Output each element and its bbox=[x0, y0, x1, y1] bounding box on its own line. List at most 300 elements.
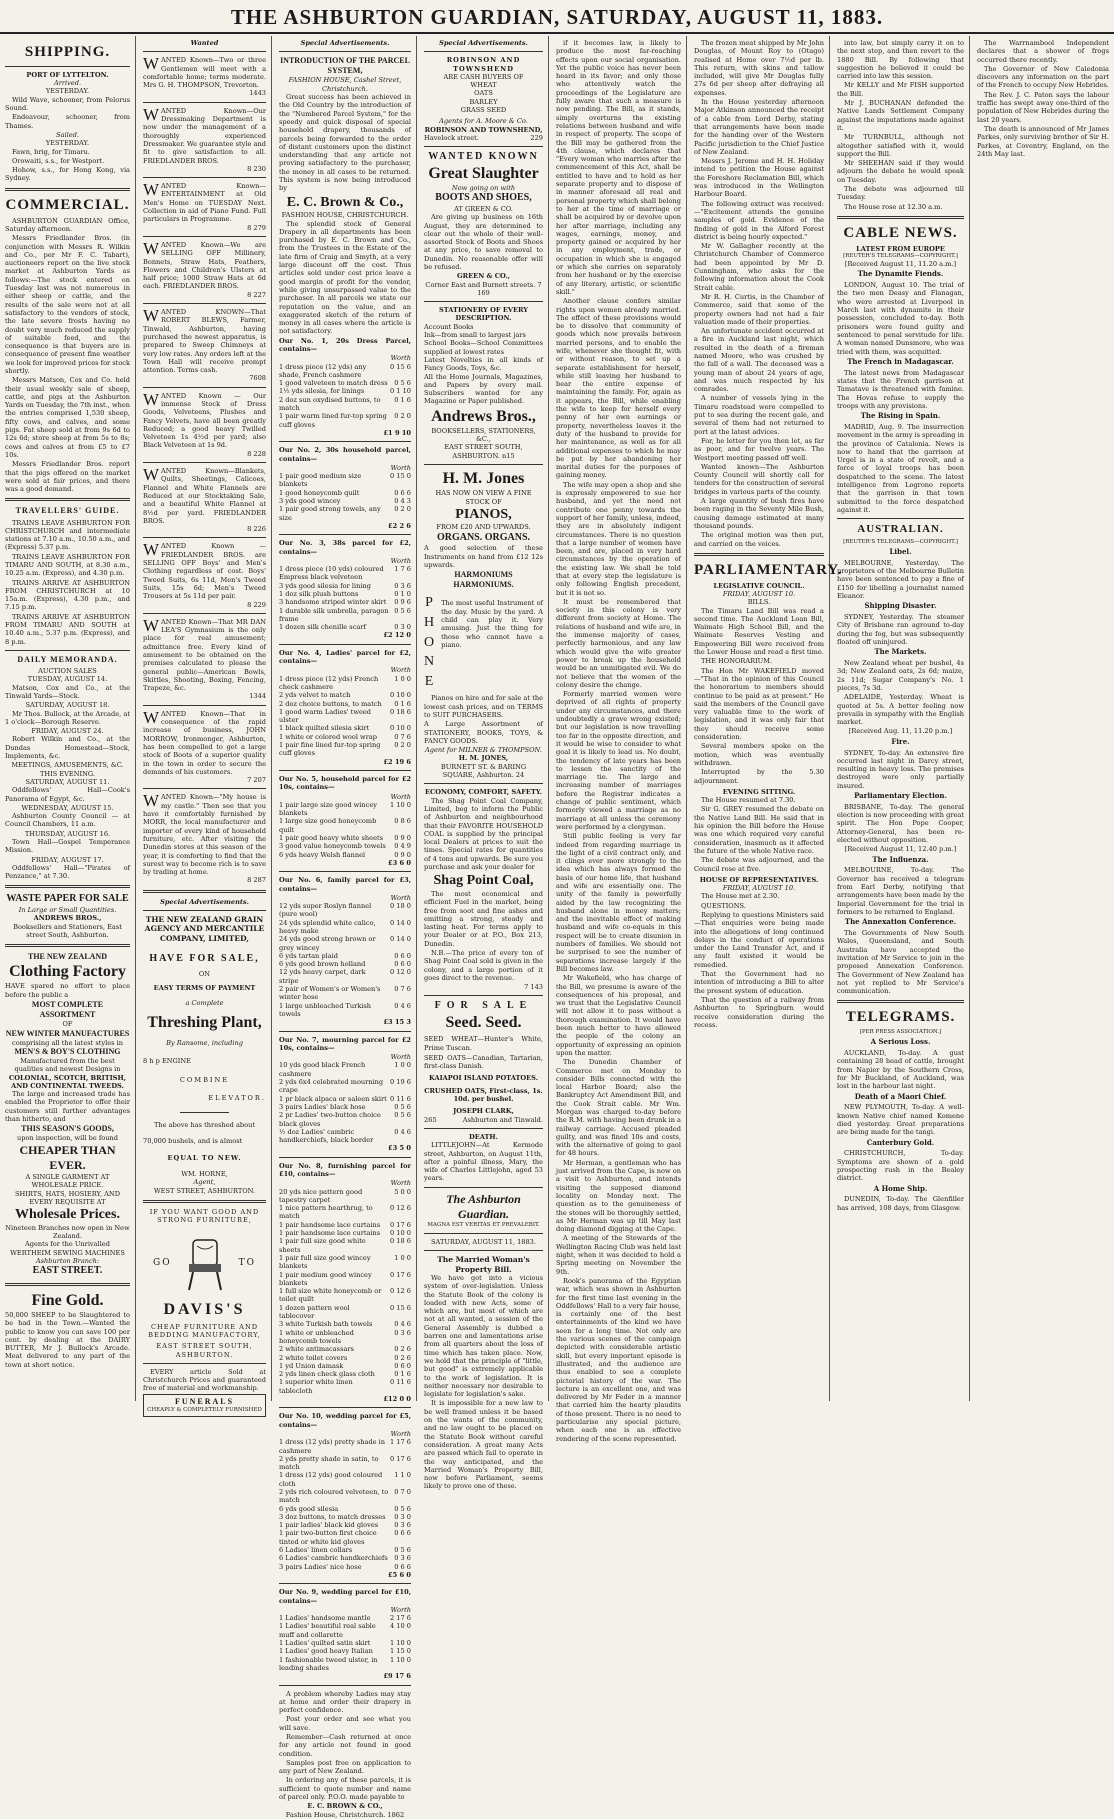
cf-line: Agents for the Unrivalled WERTHEIM SEWING MACHINES bbox=[10, 1240, 125, 1257]
divider bbox=[143, 462, 266, 463]
paragraph: The Timaru Land Bill was read a second time. The Auckland Loan Bill, Waimate High School Bill, and the Waimate Reserves Vesting and Empowering Bill were received from the Lower House and read a first time. bbox=[694, 606, 824, 657]
house-reps-heading: HOUSE OF REPRESENTATIVES. bbox=[699, 875, 819, 884]
special-heading: Special Advertisements. bbox=[439, 39, 528, 47]
paragraph: Formerly married women were deprived of all rights of property under any circumstances, and there undoubtedly a grave wrong existed; but our legislation is now travelling too far in the opposite direction, and it would be wise to consider to what goal it is likely to lead us. No doubt, the tendency of late years has been to lessen the sanctity of the marriage tie. The large and increasing number of marriages before the Registrar indicates a change of public sentiment, which formerly viewed a marriage as no marriage at all unless the ceremony were performed by a clergyman. bbox=[556, 690, 681, 831]
divider bbox=[5, 650, 130, 651]
paragraph: The debate was adjourned, and the Council rose at five. bbox=[694, 856, 824, 873]
worth-label: Worth bbox=[390, 666, 411, 675]
divider bbox=[143, 177, 266, 178]
elevator-text: ELEVATOR. bbox=[208, 1093, 266, 1102]
special-heading: Special Advertisements. bbox=[160, 897, 249, 906]
hm-jones-address: BURNETT ST. & BARING SQUARE, Ashburton. 24 bbox=[440, 762, 527, 780]
parcel-item-name: 1 pr black alpaca or saleen skirt bbox=[279, 1094, 387, 1103]
news-item: MADRID, Aug. 9. The insurrection movement in the army is spreading in the province of Catalonia. News is now to hand that the garrison at Urgel is in a state of revolt, and a force of loyal troops has been despatched to the scene. The latest intelligence from Logrono reports that the garrison in that town submitted to the force despatched against it. bbox=[837, 422, 964, 514]
parcel-item-name: 1 pair fine lined fur-top spring cuff gloves bbox=[279, 741, 381, 758]
guardian-motto: MAGNA EST VERITAS ET PREVALEBIT. bbox=[427, 1221, 540, 1228]
news-heading: Canterbury Gold. bbox=[866, 1137, 935, 1147]
hm-jones-signature: H. M. JONES, bbox=[458, 754, 509, 763]
news-item: MELBOURNE, To-day. The Governor has received a telegram from Earl Derby, notifying that arrangements have been made by the Imperial Government for the trial in formers to be returned to England. bbox=[837, 866, 964, 916]
parcel-item-name: 1 pair handsome lace curtains bbox=[279, 1220, 381, 1229]
paragraph: The House resumed at 7.30. bbox=[701, 796, 796, 805]
drop-initial: W bbox=[143, 54, 160, 74]
parcel-item-price: 0 1 6 bbox=[394, 699, 411, 708]
wanted-heading: Wanted bbox=[190, 39, 219, 47]
newspaper-title: THE ASHBURTON GUARDIAN, SATURDAY, AUGUST 11, 1883. bbox=[230, 5, 884, 29]
parcel-item bbox=[279, 1103, 411, 1111]
stationery-title: STATIONERY OF EVERY DESCRIPTION. bbox=[438, 306, 528, 323]
column-4 bbox=[419, 36, 549, 1491]
parcel-item-price: 0 5 6 bbox=[394, 606, 411, 615]
memo-line: Mr Thos. Bullock, at the Arcade, at 1 o'clock—Borough Reserve. bbox=[5, 709, 130, 726]
parcel-item-name: 6 yds good silesia bbox=[279, 1504, 339, 1513]
parcel-total: £5 6 0 bbox=[388, 1570, 411, 1579]
parcel-item-name: 24 yds splendid white calico, heavy make bbox=[279, 918, 376, 935]
robinson-title: ROBINSON AND TOWNSHEND bbox=[446, 56, 521, 73]
leader-para: We have got into a vicious system of over-legislation. Unless the Statute Book of the colony is loaded with new Acts, some of which are, but most of which are not at all wanted, a session of the General Assembly is dubbed a barren one and lamentations arise from all quarters about the loss of time which has taken place. Now, we hold that the principle of "little, but good" is extremely applicable to the work of legislation. It is neither necessary nor desirable to legislate for legislation's sake. bbox=[424, 1274, 543, 1399]
parcel-note: Remember—Cash returned at once for any article not found in good condition. bbox=[279, 1733, 411, 1758]
wanted-ad-text: ANTED Known—That in consequence of the rapid increase of business, JOHN MORROW, Ironmonger, Ashburton, has been compelled to get a large stock of Boots of a superior quality in the town in order to secure the demands of his customers. bbox=[143, 709, 266, 776]
parcel-item-price: 1 10 0 bbox=[390, 1639, 411, 1648]
parcel-note: In ordering any of these parcels, it is sufficient to quote number and name of parcel only. P.O.O. made payable to bbox=[279, 1776, 411, 1802]
shipping-heading: SHIPPING. bbox=[24, 44, 111, 60]
paragraph: Rook's panorama of the Egyptian war, which was shown in Ashburton for the first time last evening in the Oddfellows' Hall to a very fair house, is certainly one of the best entertainments of the kind we have seen for a long time. Not only are the various scenes of the campaign depicted with considerable artistic skill, but every important episode is illustrated, and the audience are thus enabled to see a complete pictorial history of the war. The lecture is an excellent one, and was delivered by Mr Feder in a manner that carried him the hearty plaudits of those present. There is no need to particularise any special picture, when each one is an effective rendering of the scene represented. bbox=[556, 1276, 681, 1443]
divider bbox=[424, 301, 543, 302]
parcel-item-name: 1 good warm Ladies' tweed ulster bbox=[279, 707, 371, 725]
parcel-heading: Our No. 1, 20s Dress Parcel, contains— bbox=[279, 336, 411, 353]
andrews-sub: BOOKSELLERS, STATIONERS, &C., bbox=[431, 426, 536, 444]
parcel-item-price: 0 9 6 bbox=[394, 598, 411, 607]
parcel-heading: Our No. 2, 30s household parcel, contains— bbox=[279, 446, 411, 463]
for-sale-title: FOR SALE bbox=[434, 1000, 533, 1012]
telegrams-sub: [PER PRESS ASSOCIATION.] bbox=[859, 1029, 942, 1036]
great-slaughter-sub: Now going on with bbox=[451, 184, 516, 193]
divider bbox=[143, 910, 266, 911]
divider bbox=[837, 518, 964, 519]
memo-line: MEETINGS, AMUSEMENTS, &C. bbox=[11, 761, 124, 770]
parcel-item-price: 1 0 0 bbox=[394, 1061, 411, 1070]
wanted-ad-number: 8 230 bbox=[247, 164, 266, 173]
parcel-item bbox=[279, 968, 411, 985]
parcel-item-name: 1 pair medium good wincey blankets bbox=[279, 1270, 372, 1287]
news-heading: The Influenza. bbox=[872, 854, 929, 864]
parcel-item-name: 1 dress (12 yds) good coloured cloth bbox=[279, 1471, 383, 1488]
parcel-item bbox=[279, 1354, 411, 1362]
complete-text: a Complete bbox=[185, 998, 224, 1007]
parcel-item-name: 2 yds velvet to match bbox=[279, 691, 351, 700]
parcel-item-price: 1 1 0 bbox=[394, 1471, 411, 1480]
worth-label: Worth bbox=[390, 893, 411, 902]
guardian-nameplate: The Ashburton Guardian. bbox=[446, 1191, 521, 1221]
parcel-item-name: 2 yds rich coloured velveteen, to match bbox=[279, 1487, 389, 1505]
equal-new: EQUAL TO NEW. bbox=[167, 1153, 242, 1162]
parcel-item bbox=[279, 1128, 411, 1145]
parcel-item-price: 0 15 0 bbox=[390, 472, 411, 481]
paragraph: Wanted known—The Ashburton County Council will shortly call for tenders for the construction of several bridges in various parts of the county. bbox=[694, 462, 824, 496]
paragraph: The death is announced of Mr James Parkes, only surviving brother of Sir H. Parkes, at Coventry, England, on the 24th May last. bbox=[977, 124, 1109, 158]
shipping-line: Hohow, s.s., for Hong Kong, via Sydney. bbox=[5, 166, 130, 183]
wanted-ad-text: ANTED KNOWN—That ROBERT BLEWS, Farmer, Tinwald, Ashburton, having purchased the newest apparatus, is prepared to Sweep Chimneys at very low rates. Any orders left at the Town Hall will receive prompt attention. Terms cash. bbox=[143, 308, 267, 375]
parcel-heading: Our No. 5, household parcel for £2 10s, contains— bbox=[279, 774, 411, 792]
divider bbox=[143, 102, 266, 103]
news-heading: The Rising in Spain. bbox=[860, 411, 941, 421]
parcel-item-name: 1 durable silk umbrella, paragon frame bbox=[279, 606, 389, 623]
parcel-item-name: 1 pair good medium size blankets bbox=[279, 472, 362, 489]
commercial-heading: COMMERCIAL. bbox=[5, 196, 130, 213]
parcel-item bbox=[279, 842, 411, 850]
divider bbox=[5, 188, 130, 191]
economy-title: ECONOMY, COMFORT, SAFETY. bbox=[424, 788, 543, 797]
column-1 bbox=[0, 36, 136, 1401]
paragraph: The Hon Mr WAKEFIELD moved—"That in the opinion of this Council the honorarium to members should continue to be paid as at present." He said the members of the Council gave very valuable time to the work of legislation, and it was only fair that they should receive some consideration. bbox=[694, 666, 824, 742]
ec-brown-signature: E. C. BROWN & CO., bbox=[307, 1802, 383, 1811]
news-item: LONDON, August 10. The trial of the two men Deasy and Flanagan, who were arrested at Liverpool in March last with dynamite in their possession, concluded to-day. Both prisoners were found guilty and sentenced to penal servitude for life. A woman named Dunsmore, who was tried with them, was acquitted. bbox=[837, 281, 964, 356]
parcel-item-price: 2 17 6 bbox=[390, 1614, 411, 1623]
paragraph: Another clause confers similar rights upon women already married. The effect of these provisions would be to dissolve that community of goods which now prevails between married persons, and to enable the wife, whenever she thought fit, with or without reason, to set up a separate establishment for herself, while still leaving her husband to bear the entire expense of maintaining the family. For, again as it appears, the Bill, while enabling the wife to keep for herself every penny of her own earnings or property, nevertheless leaves it the duty of the husband to provide for her maintenance, as well as for all additional expenses to which he may be put by her abandoning her marital duties for the purposes of gaining money. bbox=[556, 297, 681, 480]
seed-line: CRUSHED OATS, First-class, 1s. 10d. per bushel. bbox=[424, 1086, 543, 1104]
parcel-heading: Our No. 10, wedding parcel for £5, contains— bbox=[279, 1412, 411, 1429]
worth-label: Worth bbox=[390, 463, 411, 472]
commercial-para: Messrs Matson, Cox and Co. held their usual weekly sale of sheep, cattle, and pigs at the Ashburton Yards on Tuesday, the 7th inst., when the entries comprised 1,530 sheep, fifty cows, and calves, and some pigs. Fat sheep sold at from 9s 6d to 12s 6d; store sheep at from 5s to 8s; cows and calves at from £5 to £7 10s. bbox=[5, 376, 130, 459]
parcel-system-body: Great success has been achieved in the Old Country by the introduction of the "Numbered Parcel System," for the speedy and quick disposal of special household drapery, thousands of parcels being forwarded to the order of distant customers upon the distinct understanding that any article not proving satisfactory to the purchaser, the money in all cases to be returned. This system is now being introduced by bbox=[279, 93, 411, 193]
shipping-line: Wild Wave, schooner, from Pelorus Sound. bbox=[5, 95, 130, 113]
guardian-date: SATURDAY, AUGUST 11, 1883. bbox=[431, 1237, 536, 1246]
parcel-item-price: 0 6 0 bbox=[394, 951, 411, 960]
parcel-total: £2 2 6 bbox=[388, 521, 411, 530]
threshing-plant-title: Threshing Plant, bbox=[147, 1013, 262, 1031]
parcel-item-price: 1 10 0 bbox=[390, 800, 411, 809]
parcel-item bbox=[279, 1345, 411, 1353]
memo-line: AUCTION SALES bbox=[38, 667, 97, 676]
news-item: SYDNEY, To-day. An extensive fire occurred last night in Darcy street, resulting in heavy loss. The premises destroyed were only partially insured. bbox=[837, 748, 964, 790]
parcel-item bbox=[279, 607, 411, 624]
parcel-item-price: 0 17 6 bbox=[390, 1270, 411, 1279]
parcel-item-price: 1 0 0 bbox=[394, 1253, 411, 1262]
parcel-item bbox=[279, 1488, 411, 1505]
robinson-signature: ROBINSON AND TOWNSHEND, bbox=[424, 125, 543, 134]
parcel-note: Samples post free on application to any part of New Zealand. bbox=[279, 1758, 411, 1776]
parcel-item-price: 0 10 0 bbox=[390, 691, 411, 700]
debate-continuation bbox=[837, 39, 964, 211]
memo-line: TUESDAY, AUGUST 14. bbox=[27, 675, 108, 684]
parcel-item-price: 0 15 6 bbox=[390, 1303, 411, 1312]
parcel-item bbox=[279, 1614, 411, 1622]
parcel-item bbox=[279, 1505, 411, 1513]
parcel-item bbox=[279, 1370, 411, 1378]
divider bbox=[424, 783, 543, 784]
cf-line: HAVE spared no effort to place before the public a bbox=[5, 982, 130, 999]
parcel-item bbox=[279, 700, 411, 708]
parcel-item bbox=[279, 691, 411, 699]
lc-date: FRIDAY, AUGUST 10. bbox=[722, 590, 796, 598]
phone-stack bbox=[424, 593, 437, 691]
parcel-item bbox=[279, 1095, 411, 1103]
shipping-line: Arrived. bbox=[53, 79, 82, 88]
parcel-item-price: 0 6 6 bbox=[394, 488, 411, 497]
paragraph: The original motion was then put, and carried on the voices. bbox=[694, 531, 824, 548]
cf-line: Nineteen Branches now open in New Zealand. bbox=[5, 1223, 130, 1241]
parcel-item-name: 3 white Turkish bath towels bbox=[279, 1320, 373, 1329]
parcel-item-name: 3 yds good wincey bbox=[279, 497, 341, 506]
parcel-item bbox=[279, 708, 411, 725]
parcel-item bbox=[279, 985, 411, 1002]
seed-line: SEED WHEAT—Hunter's White, Prime Tuscan. bbox=[424, 1035, 543, 1052]
drop-initial: W bbox=[143, 615, 160, 635]
parcel-item bbox=[279, 952, 411, 960]
column-7 bbox=[832, 36, 970, 1401]
parcel-item-name: 1 nice pattern hearthrug, to match bbox=[279, 1204, 373, 1221]
robinson-line: GRASS SEED bbox=[460, 106, 507, 115]
parcel-list bbox=[279, 337, 411, 1686]
divider bbox=[837, 1000, 964, 1003]
parcel-item bbox=[279, 1078, 411, 1095]
news-item: MELBOURNE, Yesterday. The proprietors of the Melbourne Bulletin have been sentenced to pay a fine of £150 for libelling a journalist named Eleanor. bbox=[837, 558, 964, 600]
parcel-total: £2 12 0 bbox=[383, 631, 411, 640]
parcel-system-title: INTRODUCTION OF THE PARCEL SYSTEM, bbox=[280, 56, 410, 76]
paragraph: Mr Wakefield, who has charge of the Bill, we presume is aware of the consequences of his proposal, and we trust that the Legislative Council will not allow it to pass without a thorough examination. It would have been much better to have allowed the people of the colony an opportunity of expressing an opinion upon the matter. bbox=[556, 974, 681, 1057]
waste-paper-heading: WASTE PAPER FOR SALE bbox=[6, 893, 129, 905]
paragraph: Mr SHEEHAN said if they would adjourn the debate he would speak on Tuesday. bbox=[837, 159, 964, 184]
drop-initial: W bbox=[143, 238, 160, 258]
waste-paper-sub: In Large or Small Quantities. bbox=[18, 906, 117, 915]
cf-line: MEN'S & BOY'S CLOTHING bbox=[14, 1046, 121, 1056]
paragraph: Mr W. Gallagher recently at the Christchurch Chamber of Commerce had been appointed by Mr D. Cunningham, who asks for the following information about the Cook Strait cable. bbox=[694, 242, 824, 292]
column-3 bbox=[274, 36, 417, 1819]
parcel-item bbox=[279, 1546, 411, 1554]
parcel-total: £12 0 0 bbox=[383, 1395, 411, 1404]
parcel-item bbox=[279, 1204, 411, 1221]
parcel-item bbox=[279, 489, 411, 497]
news-item: AUCKLAND, To-day. A gust containing 28 head of cattle, brought from Napier by the Southern Cross, for Mr Buckland, of Auckland, was lost in the harbour last night. bbox=[837, 1049, 964, 1091]
divider bbox=[143, 788, 266, 789]
column-6 bbox=[689, 36, 843, 1401]
andrews-title: Andrews Bros., bbox=[431, 407, 536, 425]
parcel-total: £1 9 10 bbox=[383, 428, 411, 437]
shipping-line: Sailed. bbox=[56, 130, 79, 139]
wanted-ad-number: 8 229 bbox=[247, 600, 266, 609]
joseph-clark-address: Ashburton and Tinwald. bbox=[462, 1115, 543, 1124]
wanted-ad bbox=[143, 615, 266, 701]
news-item: ADELAIDE, Yesterday. Wheat is quoted at 5s. A better feeling now prevails in sympathy with the English market. bbox=[837, 693, 964, 727]
divider bbox=[694, 553, 824, 556]
wanted-ad bbox=[143, 182, 266, 232]
go-to-row bbox=[143, 1228, 266, 1300]
seed-title: Seed. Seed. bbox=[445, 1014, 522, 1032]
divider bbox=[279, 51, 411, 52]
news-heading: The French in Madagascar. bbox=[847, 356, 954, 366]
bushels-text: 70,000 bushels, and is almost bbox=[143, 1137, 243, 1146]
parcel-item-name: 1 pair warm lined fur-top spring cuff gloves bbox=[279, 412, 387, 429]
davis-address: EAST STREET SOUTH, ASHBURTON. bbox=[156, 1342, 253, 1359]
divider bbox=[143, 537, 266, 538]
divider bbox=[424, 1250, 543, 1251]
news-heading: Libel. bbox=[889, 546, 912, 556]
cf-line: EAST STREET. bbox=[32, 1265, 103, 1277]
australian-heading: AUSTRALIAN. bbox=[857, 523, 944, 536]
divider bbox=[424, 464, 543, 465]
divider bbox=[279, 770, 411, 771]
wanted-ad-number: 8 226 bbox=[247, 525, 266, 534]
lc-sub: BILLS. bbox=[747, 598, 771, 607]
divider bbox=[5, 885, 130, 888]
news-item: SYDNEY, Yesterday. The steamer City of Brisbane ran aground to-day during the fog, but was subsequently floated off uninjured. bbox=[837, 613, 964, 646]
paragraph: The following extract was received:—"Excitement attends the genuine samples of gold. Evidence of the finding of gold in the Alford Forest district is being hourly expected." bbox=[694, 199, 824, 241]
parcel-item-name: 3 doz buttons, to match dresses bbox=[279, 1512, 386, 1521]
ec-brown-sub: FASHION HOUSE, CHRISTCHURCH. bbox=[281, 211, 409, 220]
parcel-item-price: 0 4 6 bbox=[394, 1127, 411, 1136]
worth-label: Worth bbox=[390, 556, 411, 565]
parcel-item-name: 1 pair ladies' black kid gloves bbox=[279, 1521, 379, 1530]
paragraph: Several members spoke on the motion, which was eventually withdrawn. bbox=[694, 742, 824, 767]
parcel-item-price: 0 18 6 bbox=[390, 707, 411, 716]
parcel-item bbox=[279, 598, 411, 606]
divider bbox=[5, 944, 130, 947]
parcel-item bbox=[279, 1647, 411, 1655]
parcel-item-price: 0 1 6 bbox=[394, 395, 411, 404]
wanted-ad bbox=[143, 707, 266, 785]
parcel-item-name: 2 doz sun oxydised buttons, to match bbox=[279, 395, 381, 413]
paragraph: if it becomes law, is likely to produce the most far-reaching effects upon our social organisation. Yet the public voice has never been heard in its favor; and only those who attentively watch the proceedings of the Legislature are fully aware that such a measure is now pending. The Bill, as it stands, simply overturns the existing relations between husband and wife in respect of property. The scope of the Bill may be gathered from the 4th clause, which declares that "Every woman who marries after the commencement of this Act, shall be entitled to have and to hold as her separate property and to dispose of in manner aforesaid all real and personal property which shall belong to her at the time of marriage or shall be acquired by or devolve upon her after marriage, including any wages, earnings, money, and property gained or acquired by her in any employment, trade, or occupation in which she is engaged or which she carries on separately from her husband or by the exercise of any literary, artistic, or scientific skill." bbox=[556, 39, 681, 296]
cf-line: THIS SEASON'S GOODS, bbox=[21, 1124, 114, 1134]
wanted-ad-number: 7608 bbox=[249, 374, 266, 383]
parcel-item-name: 6 yds good brown holland bbox=[279, 960, 366, 969]
ec-brown-body: The splendid stock of General Drapery in all departments has been purchased by E. C. Brown and Co., from the Trustees in the Estate of the late firm of Craig and Smyth, at a very large discount off the cost. Thus articles sold under cost price leave a good margin of profit for the vendor, while giving unsurpassed value to the purchaser. In all parcels we state our reputation on the value, and an exaggerated sketch of the return of money in all cases where the article is not satisfactory. bbox=[279, 219, 411, 336]
port-heading: PORT OF LYTTELTON. bbox=[26, 70, 109, 79]
robinson-line: ARE CASH BUYERS OF bbox=[443, 72, 524, 81]
robinson-line: WHEAT bbox=[470, 81, 497, 90]
wanted-ad-number: 1344 bbox=[249, 692, 266, 701]
joseph-clark-row bbox=[424, 1116, 543, 1124]
memo-line: THIS EVENING. bbox=[39, 769, 96, 778]
cable-news-heading: CABLE NEWS. bbox=[843, 224, 958, 241]
shipping-line: Endeavour, schooner, from Thames. bbox=[5, 113, 130, 130]
memo-line: SATURDAY, AUGUST 11. bbox=[25, 777, 110, 786]
drop-initial: W bbox=[143, 707, 160, 727]
parcel-item-price: 0 2 0 bbox=[394, 505, 411, 514]
green-address: Corner East and Burnett streets. 7 169 bbox=[425, 280, 542, 297]
waste-paper-address: Booksellers and Stationers, East street South, Ashburton. bbox=[13, 922, 122, 939]
parcel-item-name: 2 white toilet covers bbox=[279, 1353, 348, 1362]
cf-line: OF bbox=[62, 1020, 73, 1029]
paragraph: A large quantity of bush fires have been raging in the Seventy Mile Bush, causing damage estimated at many thousand pounds. bbox=[694, 497, 824, 530]
parcel-item bbox=[279, 1563, 411, 1571]
news-item: DUNEDIN, To-day. The Glenfiller has arrived, 108 days, from Glasgow. bbox=[837, 1195, 964, 1212]
wanted-ad-number: 8 228 bbox=[247, 449, 266, 458]
parcel-item-price: 0 2 6 bbox=[394, 1345, 411, 1354]
parcel-item-name: 1 superior white linen tablecloth bbox=[279, 1378, 353, 1395]
parcel-item-name: 1 good valveteen to match dress bbox=[279, 379, 388, 388]
parcel-item-name: 2 white antimacassars bbox=[279, 1345, 354, 1354]
parcel-system-sub: FASHION HOUSE, Cashel Street, Christchurch. bbox=[288, 76, 402, 93]
parcel-item-price: 4 10 0 bbox=[390, 1622, 411, 1631]
parcel-item-price: 0 11 6 bbox=[390, 1378, 411, 1387]
parcel-total: £3 6 0 bbox=[388, 858, 411, 867]
parcel-item-price: 0 1 10 bbox=[390, 387, 411, 396]
parcel-item-name: 1 dozen silk chenille scarf bbox=[279, 623, 366, 632]
parcel-item-name: 1 yd Union damask bbox=[279, 1361, 344, 1370]
parcel-item-price: 0 2 0 bbox=[394, 412, 411, 421]
divider bbox=[424, 995, 543, 996]
parcel-item-name: 1 large unbleached Turkish towels bbox=[279, 1001, 372, 1018]
parcel-item-price: 0 12 0 bbox=[390, 968, 411, 977]
parcel-item bbox=[279, 1329, 411, 1346]
parcel-item-name: 1 dress piece (12 yds) any shade, French cashmere bbox=[279, 362, 367, 379]
divider bbox=[279, 441, 411, 442]
parcel-item-name: 1 pair handsome lace curtains bbox=[279, 1229, 381, 1238]
parcel-total: £2 19 6 bbox=[383, 757, 411, 766]
wanted-ad-text: ANTED Known — FRIEDLANDER BROS. are SELLING OFF Boys' and Men's Clothing regardless of cost. Boys' Tweed Suits, 6s 11d, Men's Tweed Suits, 15s 6d; Men's Tweed Trousers at 5s 11d per pair. bbox=[143, 542, 266, 601]
memo-line: Ashburton County Council — at Council Chambers, 11 a.m. bbox=[5, 812, 130, 829]
drop-initial: W bbox=[143, 540, 160, 560]
fine-gold-body: 50,000 SHEEP to be Slaughtered to be had in the Town.—Wanted the public to know you can save 100 per cent. by dealing at the DAIRY BUTTER, Mr J. Bullock's Arcade. Meat delivered to any part of the town at short notice. bbox=[5, 1311, 130, 1369]
cf-line: The large and increased trade has enabled the Proprietor to offer their customers still further advantages than hitherto, and bbox=[5, 1090, 130, 1124]
parcel-item bbox=[279, 1221, 411, 1229]
column-2 bbox=[138, 36, 272, 1413]
parcel-item-name: 3 handsome striped winter skirt bbox=[279, 598, 387, 607]
waste-paper-seller: ANDREWS BROS., bbox=[33, 914, 102, 923]
paragraph: An unfortunate accident occurred at a fire in Auckland last night, which resulted in the death of a fireman named Moore, who was crushed by the fall of a wall. The deceased was a young man of about 24 years of age, and was much respected by his comrades. bbox=[694, 327, 824, 394]
parcel-item bbox=[279, 1656, 411, 1673]
parcel-item-name: 6 Ladies' cambric handkerchiefs bbox=[279, 1554, 388, 1563]
parcel-item bbox=[279, 1320, 411, 1328]
news-item: CHRISTCHURCH, To-day. Symptoms are shown of a gold prospecting rush in the Bealey district. bbox=[837, 1149, 964, 1183]
received-line: [Received August 11, 12.40 p.m.] bbox=[844, 845, 957, 854]
parcel-item bbox=[279, 935, 411, 952]
news-heading: The Dynamite Fiends. bbox=[857, 269, 944, 279]
drop-initial: W bbox=[143, 389, 160, 409]
commercial-para: Messrs Friedlander Bros. (in conjunction with Messrs R. Wilkin and Co., per Mr F. C. Tabart), auctioneers report on the live stock market at Ashburton Yards as follows:—The stock entered on Tuesday last was not numerous in either sheep or cattle, and the results of the sale were not at all satisfactory to the vendors of stock, the late severe frosts having no doubt very much reduced the supply of suitable feed, and the consequence is that buyers are in consequence of present fine weather we look for improved prices for stock shortly. bbox=[5, 234, 130, 375]
organs-title: ORGANS. ORGANS. bbox=[436, 531, 531, 543]
memo-line: SATURDAY, AUGUST 18. bbox=[25, 701, 110, 710]
funerals-sub: CHEAPLY & COMPLETELY FURNISHED bbox=[147, 1406, 262, 1413]
news-heading: Parliamentary Election. bbox=[854, 791, 947, 801]
parcel-item-price: 0 3 6 bbox=[394, 1554, 411, 1563]
robinson-line: BARLEY bbox=[469, 97, 498, 106]
parcel-item-name: 10 yds good black French cashmere bbox=[279, 1061, 366, 1078]
wanted-ad bbox=[143, 308, 266, 383]
drop-initial: W bbox=[143, 465, 160, 485]
parcel-item-name: 1 dress (12 yds) pretty shade in cashmere bbox=[279, 1438, 386, 1455]
divider bbox=[424, 1187, 543, 1188]
robinson-agents: Agents for A. Moore & Co. bbox=[439, 117, 528, 126]
phone-letter: O bbox=[424, 634, 438, 650]
divider bbox=[279, 534, 411, 535]
cable-received: [Received August 11, 11.20 a.m.] bbox=[844, 260, 957, 269]
parcel-item bbox=[279, 1521, 411, 1529]
go-text: GO bbox=[153, 1257, 172, 1268]
wanted-ad-text: ANTED Known—Blankets, Quilts, Sheetings, Calicoes, Flannel and White Flannels are Reduced at our Stocktaking Sale, and a beautiful White Flannel at 8½d per yard. FRIEDLANDER BROS. bbox=[143, 467, 266, 525]
robinson-address: Havelock street. bbox=[424, 133, 479, 142]
parcel-item-price: 0 2 0 bbox=[394, 741, 411, 750]
news-item: The Governments of New South Wales, Queensland, and South Australia have accepted the invitation of Mr Service to join in the proposed Annexation Conference. The Government of New Zealand has not yet replied to Mr Service's communication. bbox=[837, 929, 964, 996]
parcel-item bbox=[279, 1237, 411, 1254]
organs-sub: A good selection of these Instruments on hand from £12 12s upwards. bbox=[424, 544, 543, 569]
paragraph: THE HONORARIUM. bbox=[701, 657, 773, 666]
parcel-item bbox=[279, 379, 411, 387]
cf-line: A SINGLE GARMENT AT WHOLESALE PRICE. bbox=[25, 1172, 110, 1190]
divider bbox=[143, 236, 266, 237]
parcel-item-price: 0 5 6 bbox=[394, 1102, 411, 1111]
cf-line: MOST COMPLETE ASSORTMENT bbox=[31, 1000, 104, 1020]
divider bbox=[5, 1283, 130, 1286]
parcel-item bbox=[279, 1622, 411, 1639]
paragraph: The Dunedin Chamber of Commerce met on Monday to consider Bills connected with the local Harbor Board; also the Bankruptcy Act Amendment Bill, and the Cook Strait cable. Mr Wm. Morgan was charged to-day before the R.M. with having been drunk in a railway carriage. Accused pleaded guilty, and was fined 10s and costs, with the alternative of going to gaol for 48 hours. bbox=[556, 1058, 681, 1158]
parcel-item-name: 1 pair good heavy white sheets bbox=[279, 834, 384, 843]
parcel-item bbox=[279, 724, 411, 732]
parcel-item bbox=[279, 960, 411, 968]
parcel-item-name: 1 full size white honeycomb or toilet quilt bbox=[279, 1287, 382, 1304]
paragraph: A meeting of the Stewards of the Wellington Racing Club was held last night, when it was decided to hold a Spring meeting on November the 9th. bbox=[556, 1234, 681, 1276]
parcel-item bbox=[279, 1271, 411, 1288]
